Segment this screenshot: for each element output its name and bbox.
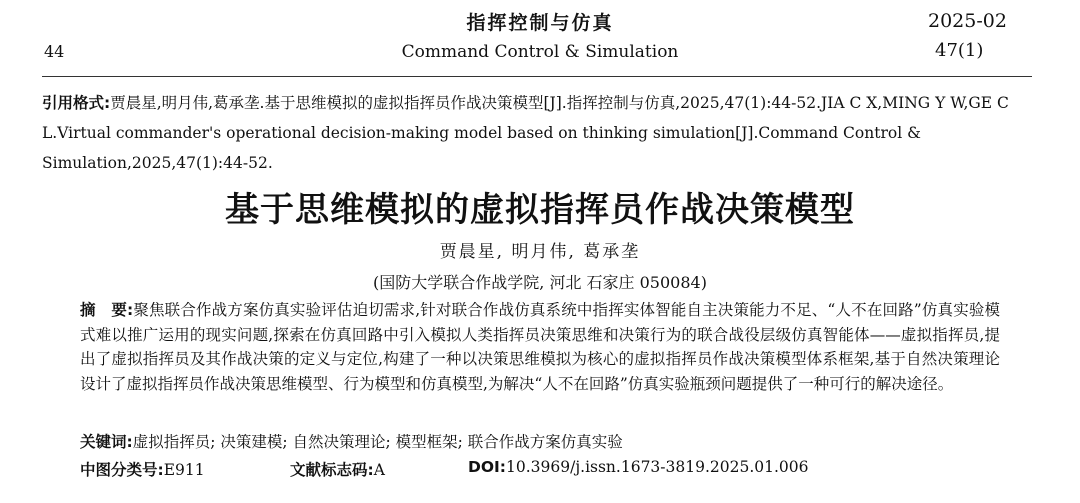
- abstract-label: 摘 要:: [80, 301, 134, 319]
- classification-number: [80, 458, 205, 480]
- abstract-text: 聚焦联合作战方案仿真实验评估迫切需求,针对联合作战仿真系统中指挥实体智能自主决策能力不足、“人不在回路”仿真实验模式难以推广运用的现实问题,探索在仿真回路中引入模拟人类指挥员决策思维和决策行为的联合战役层级仿真智能体——虚拟指挥员,提出了虚拟指挥员及其作战决策的定义与定位,构建了一种以决策思维模拟为核心的虚拟指挥员作战决策模型体系框架,基于自然决策理论设计了虚拟指挥员作战决策思维模型、行为模型和仿真模型,为解决“人不在回路”仿真实验瓶颈问题提供了一种可行的解决途径。: [80, 301, 1001, 393]
- abstract-block: [80, 298, 1000, 396]
- citation-text: 贾晨星,明月伟,葛承垄.基于思维模拟的虚拟指挥员作战决策模型[J].指挥控制与仿真,2025,47(1):44-52.JIA C X,MING Y W,GE C L.Virtual commander's operational decision-making model based on thinking simulation[J].Command Control & Simulation,2025,47(1):44-52.: [42, 94, 1009, 172]
- volume-issue: 47(1): [935, 40, 984, 61]
- classification-value: E911: [163, 461, 205, 479]
- page-number: 44: [44, 42, 65, 61]
- header-rule: [42, 76, 1032, 77]
- doi-value: 10.3969/j.issn.1673-3819.2025.01.006: [506, 458, 809, 476]
- document-code-value: A: [373, 461, 385, 479]
- journal-title-en: Command Control & Simulation: [401, 42, 679, 62]
- keywords-label: 关键词:: [80, 433, 133, 451]
- doi-label: DOI:: [468, 458, 507, 476]
- document-code-label: 文献标志码:: [290, 461, 374, 479]
- keywords-text: 虚拟指挥员; 决策建模; 自然决策理论; 模型框架; 联合作战方案仿真实验: [132, 433, 623, 451]
- classification-label: 中图分类号:: [80, 461, 164, 479]
- doi: [468, 458, 809, 476]
- paper-title: 基于思维模拟的虚拟指挥员作战决策模型: [225, 190, 855, 230]
- journal-title-cn: 指挥控制与仿真: [466, 12, 614, 34]
- citation-label: 引用格式:: [42, 94, 111, 112]
- document-code: [290, 458, 385, 480]
- citation-block: [42, 88, 1032, 178]
- keywords-line: [80, 430, 623, 452]
- issue-year: 2025-02: [928, 10, 1007, 32]
- affiliation: (国防大学联合作战学院, 河北 石家庄 050084): [373, 273, 707, 292]
- author-list: 贾晨星, 明月伟, 葛承垄: [439, 242, 641, 262]
